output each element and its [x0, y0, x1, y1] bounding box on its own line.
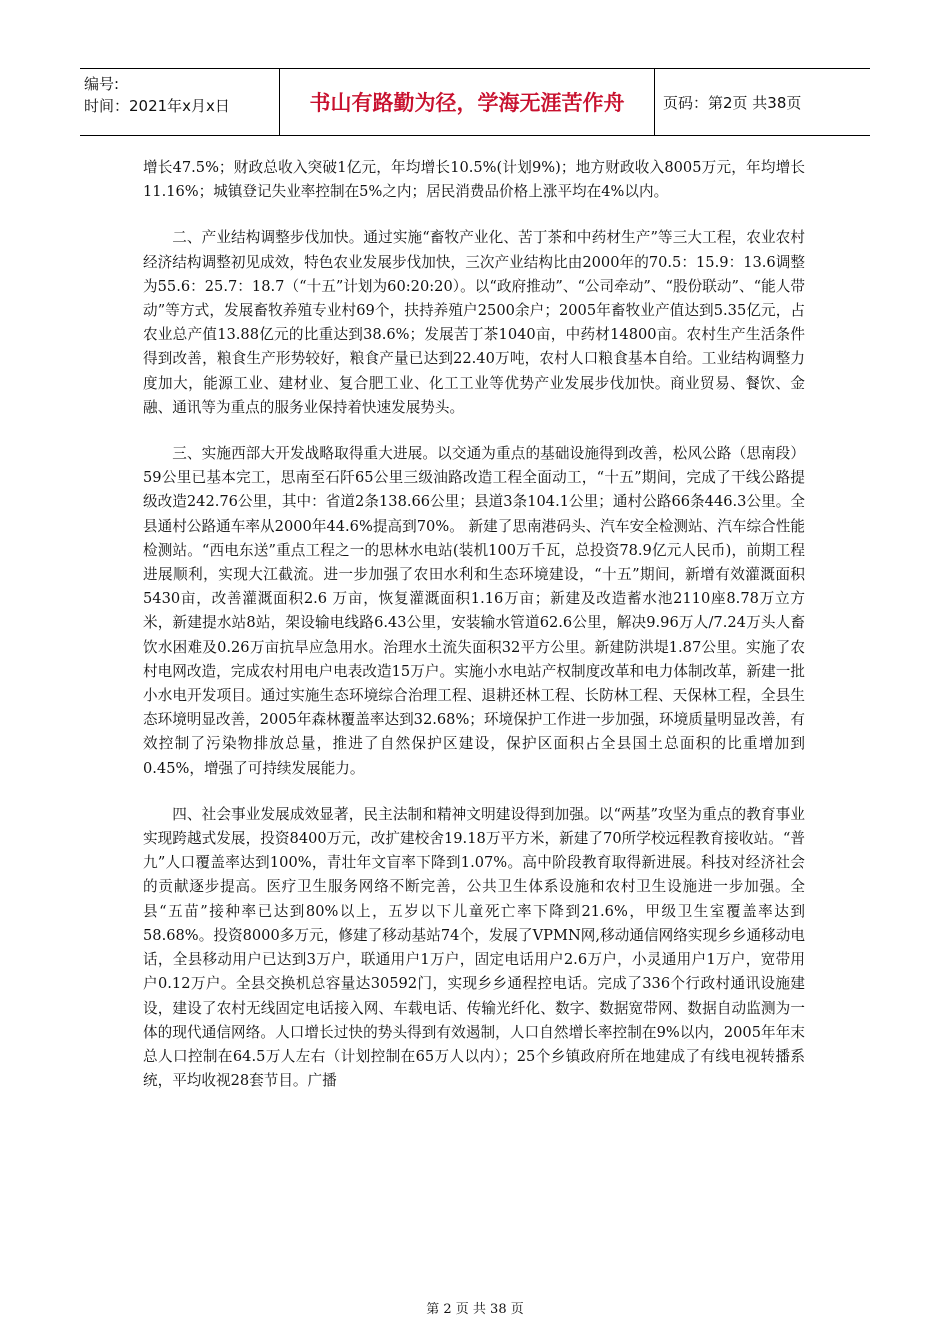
paragraph-western-development: 三、实施西部大开发战略取得重大进展。以交通为重点的基础设施得到改善，松风公路（思南段）59公里已基本完工，思南至石阡65公里三级油路改造工程全面动工，“十五”期间，完成了干线公路提级改造242.76公里，其中：省道2条138.66公里；县道3条104.1公里；通村公路66条446.3公里。全县通村公路通车率从2000年44.6%提高到70%。 新建了思南港码头、汽车安全检测站、汽车综合性能检测站。“西电东送”重点工程之一的思林水电站(装机100万千瓦，总投资78.9亿元人民币)，前期工程进展顺利，实现大江截流。进一步加强了农田水利和生态环境建设，“十五”期间，新增有效灌溉面积5430亩，改善灌溉面积2.6 万亩，恢复灌溉面积1.16万亩；新建及改造蓄水池2110座8.78万立方米，新建提水站8站，架设输电线路6.43公里，安装输水管道62.6公里，解决9.96万人/7.24万头人畜饮水困难及0.26万亩抗旱应急用水。治理水土流失面积32平方公里。新建防洪堤1.87公里。实施了农村电网改造，完成农村用电户电表改造15万户。实施小水电站产权制度改革和电力体制改革，新建一批小水电开发项目。通过实施生态环境综合治理工程、退耕还林工程、长防林工程、天保林工程，全县生态环境明显改善，2005年森林覆盖率达到32.68%；环境保护工作进一步加强，环境质量明显改善，有效控制了污染物排放总量，推进了自然保护区建设，保护区面积占全县国土总面积的比重增加到0.45%，增强了可持续发展能力。	[143, 445, 805, 777]
number-label: 编号:	[84, 75, 120, 93]
page-footer: 第 2 页 共 38 页	[426, 1302, 524, 1317]
header-slogan: 书山有路勤为径，学海无涯苦作舟	[280, 69, 655, 135]
document-body	[143, 156, 805, 1115]
header-page-info: 页码：第2页 共38页	[663, 93, 802, 112]
paragraph-social-development: 四、社会事业发展成效显著，民主法制和精神文明建设得到加强。以“两基”攻坚为重点的教育事业实现跨越式发展，投资8400万元，改扩建校舍19.18万平方米，新建了70所学校远程教育接收站。“普九”人口覆盖率达到100%，青壮年文盲率下降到1.07%。高中阶段教育取得新进展。科技对经济社会的贡献逐步提高。医疗卫生服务网络不断完善，公共卫生体系设施和农村卫生设施进一步加强。全县“五苗”接种率已达到80%以上，五岁以下儿童死亡率下降到21.6%，甲级卫生室覆盖率达到58.68%。投资8000多万元，修建了移动基站74个，发展了VPMN网,移动通信网络实现乡乡通移动电话，全县移动用户已达到3万户，联通用户1万户，固定电话用户2.6万户，小灵通用户1万户，宽带用户0.12万户。全县交换机总容量达30592门，实现乡乡通程控电话。完成了336个行政村通讯设施建设，建设了农村无线固定电话接入网、车载电话、传输光纤化、数字、数据宽带网、数据自动监测为一体的现代通信网络。人口增长过快的势头得到有效遏制，人口自然增长率控制在9%以内，2005年年末总人口控制在64.5万人左右（计划控制在65万人以内）；25个乡镇政府所在地建成了有线电视转播系统，平均收视28套节目。广播	[143, 805, 805, 1090]
date-label: 时间：2021年x月x日	[84, 97, 230, 115]
page-header	[80, 68, 870, 136]
header-meta	[80, 69, 280, 135]
paragraph-industry-structure: 二、产业结构调整步伐加快。通过实施“畜牧产业化、苦丁茶和中药材生产”等三大工程，农业农村经济结构调整初见成效，特色农业发展步伐加快，三次产业结构比由2000年的70.5：15.9：13.6调整为55.6：25.7：18.7（“十五”计划为60:20:20）。以“政府推动”、“公司牵动”、“股份联动”、“能人带动”等方式，发展畜牧养殖专业村69个，扶持养殖户2500余户；2005年畜牧业产值达到5.35亿元，占农业总产值13.88亿元的比重达到38.6%；发展苦丁茶1040亩，中药材14800亩。农村生产生活条件得到改善，粮食生产形势较好，粮食产量已达到22.40万吨，农村人口粮食基本自给。工业结构调整力度加大，能源工业、建材业、复合肥工业、化工工业等优势产业发展步伐加快。商业贸易、餐饮、金融、通讯等为重点的服务业保持着快速发展势头。	[143, 229, 805, 416]
paragraph-continued: 增长47.5%；财政总收入突破1亿元，年均增长10.5%(计划9%)；地方财政收入8005万元，年均增长11.16%；城镇登记失业率控制在5%之内；居民消费品价格上涨平均在4%以内。	[143, 159, 805, 201]
